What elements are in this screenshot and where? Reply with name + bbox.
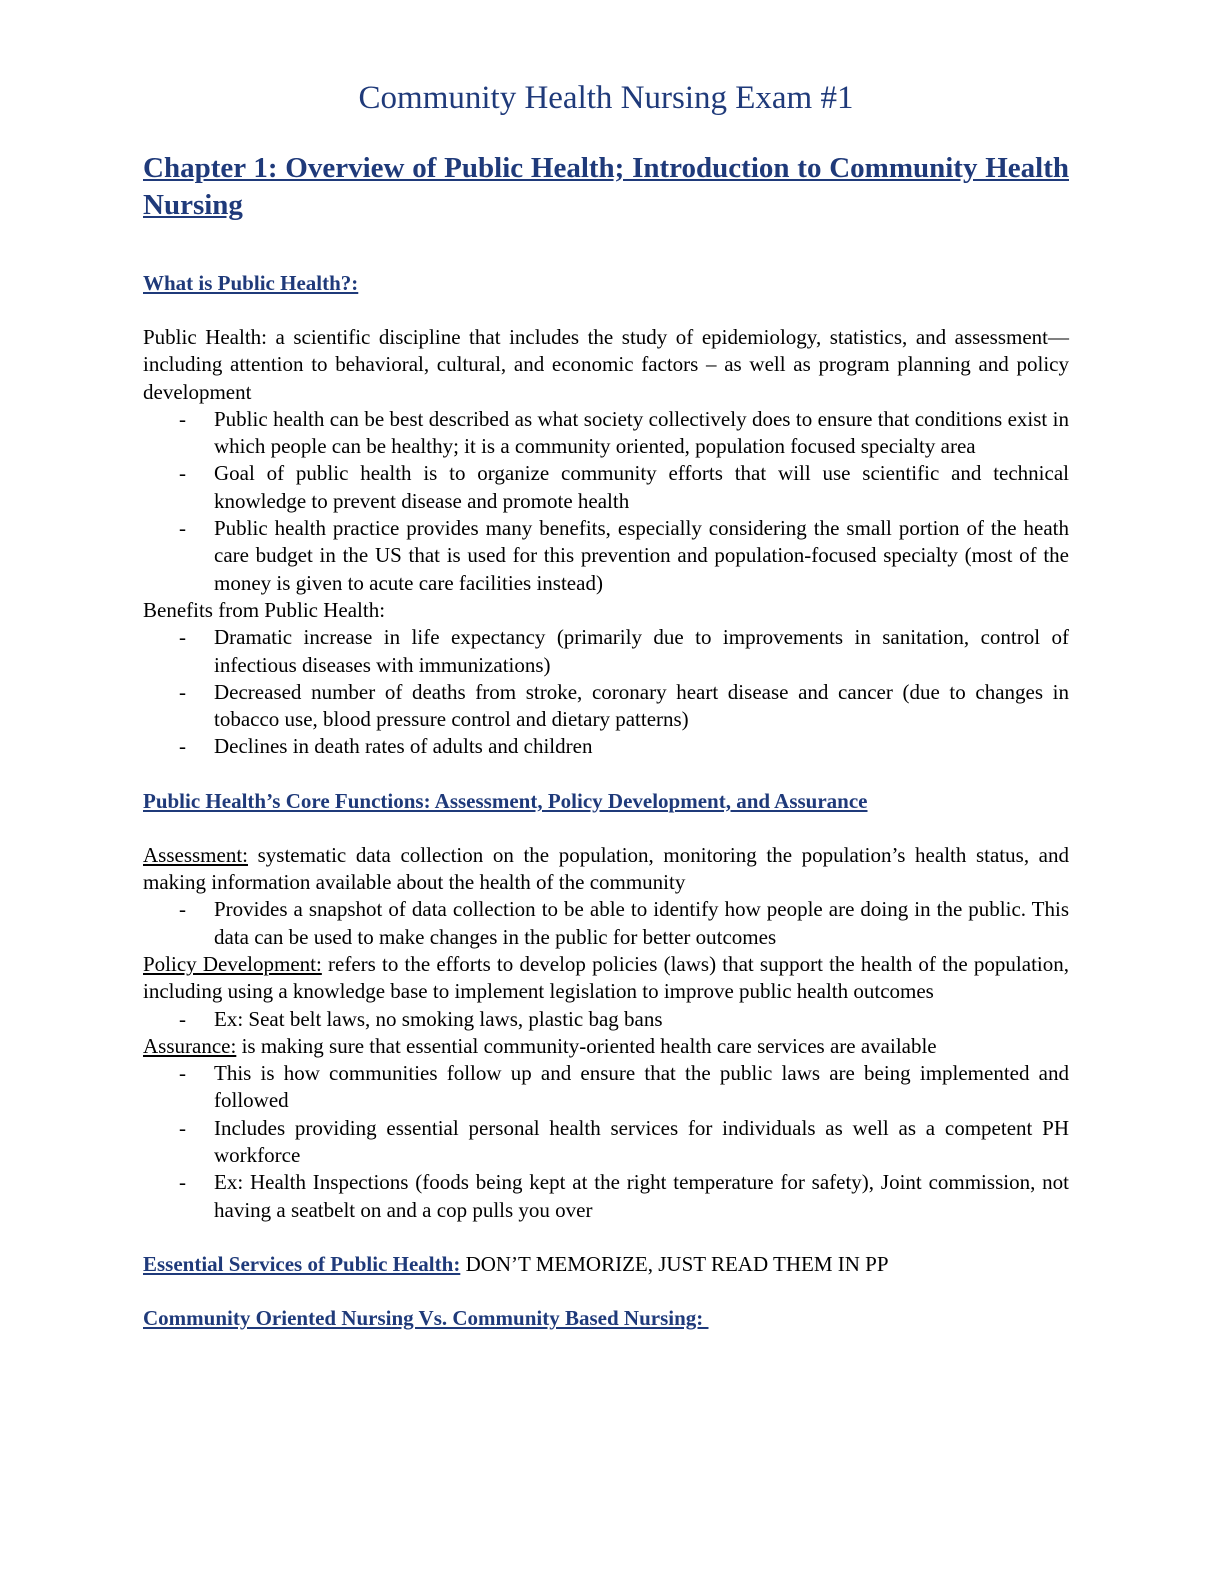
public-health-definition: Public Health: a scientific discipline that includes the study of epidemiology, statistics, and assessment—including attention to behavioral, cultural, and economic factors – as well as program planning and policy development: [143, 325, 1069, 404]
policy-text: refers to the efforts to develop policies (laws) that support the health of the population, including using a knowledge base to implement legislation to improve public health outcomes: [143, 951, 1070, 1004]
assessment-label: Assessment:: [143, 842, 248, 867]
list-item: - Decreased number of deaths from stroke, coronary heart disease and cancer (due to changes in tobacco use, blood pressure control and dietary patterns): [143, 679, 1069, 734]
essential-services-line: [143, 1251, 1069, 1278]
list-item: - Declines in death rates of adults and children: [143, 733, 1069, 760]
assurance-paragraph: [143, 1033, 1069, 1060]
assessment-bullet-list: [143, 896, 1069, 951]
list-item: - Dramatic increase in life expectancy (primarily due to improvements in sanitation, control of infectious diseases with immunizations): [143, 624, 1069, 679]
policy-label: Policy Development:: [143, 951, 322, 976]
section-heading-essential-services: Essential Services of Public Health:: [143, 1251, 461, 1276]
policy-bullet-list: [143, 1006, 1069, 1033]
list-item: - This is how communities follow up and ensure that the public laws are being implemented and followed: [143, 1060, 1069, 1115]
section-heading-what-is-public-health: What is Public Health?:: [143, 271, 359, 295]
assessment-text: systematic data collection on the population, monitoring the population’s health status, and making information available about the health of the community: [143, 842, 1069, 895]
document-title: Community Health Nursing Exam #1: [358, 80, 854, 116]
assurance-text: is making sure that essential community-oriented health care services are available: [236, 1033, 937, 1058]
section-heading-core-functions: Public Health’s Core Functions: Assessment, Policy Development, and Assurance: [143, 788, 868, 813]
list-item: - Goal of public health is to organize community efforts that will use scientific and technical knowledge to prevent disease and promote health: [143, 460, 1069, 515]
list-item: - Includes providing essential personal health services for individuals as well as a competent PH workforce: [143, 1115, 1069, 1170]
benefits-label: Benefits from Public Health:: [143, 597, 386, 622]
list-item: - Provides a snapshot of data collection to be able to identify how people are doing in the public. This data can be used to make changes in the public for better outcomes: [143, 896, 1069, 951]
essential-services-note: DON’T MEMORIZE, JUST READ THEM IN PP: [460, 1251, 889, 1276]
list-item: - Public health practice provides many benefits, especially considering the small portion of the heath care budget in the US that is used for this prevention and population-focused specialty (most of the money is given to acute care facilities instead): [143, 515, 1069, 597]
section-heading-community-nursing: Community Oriented Nursing Vs. Community Based Nursing:: [143, 1306, 709, 1331]
assurance-bullet-list: [143, 1060, 1069, 1224]
chapter-heading: Chapter 1: Overview of Public Health; Introduction to Community Health Nursing: [143, 152, 1069, 221]
assessment-paragraph: [143, 842, 1069, 897]
document-page: [143, 72, 1069, 1332]
public-health-bullet-list: [143, 406, 1069, 597]
benefits-bullet-list: [143, 624, 1069, 760]
list-item: - Public health can be best described as what society collectively does to ensure that conditions exist in which people can be healthy; it is a community oriented, population focused specialty area: [143, 406, 1069, 461]
assurance-label: Assurance:: [143, 1033, 237, 1058]
policy-paragraph: [143, 951, 1069, 1006]
list-item: - Ex: Health Inspections (foods being kept at the right temperature for safety), Joint commission, not having a seatbelt on and a cop pulls you over: [143, 1169, 1069, 1224]
list-item: - Ex: Seat belt laws, no smoking laws, plastic bag bans: [143, 1006, 1069, 1033]
